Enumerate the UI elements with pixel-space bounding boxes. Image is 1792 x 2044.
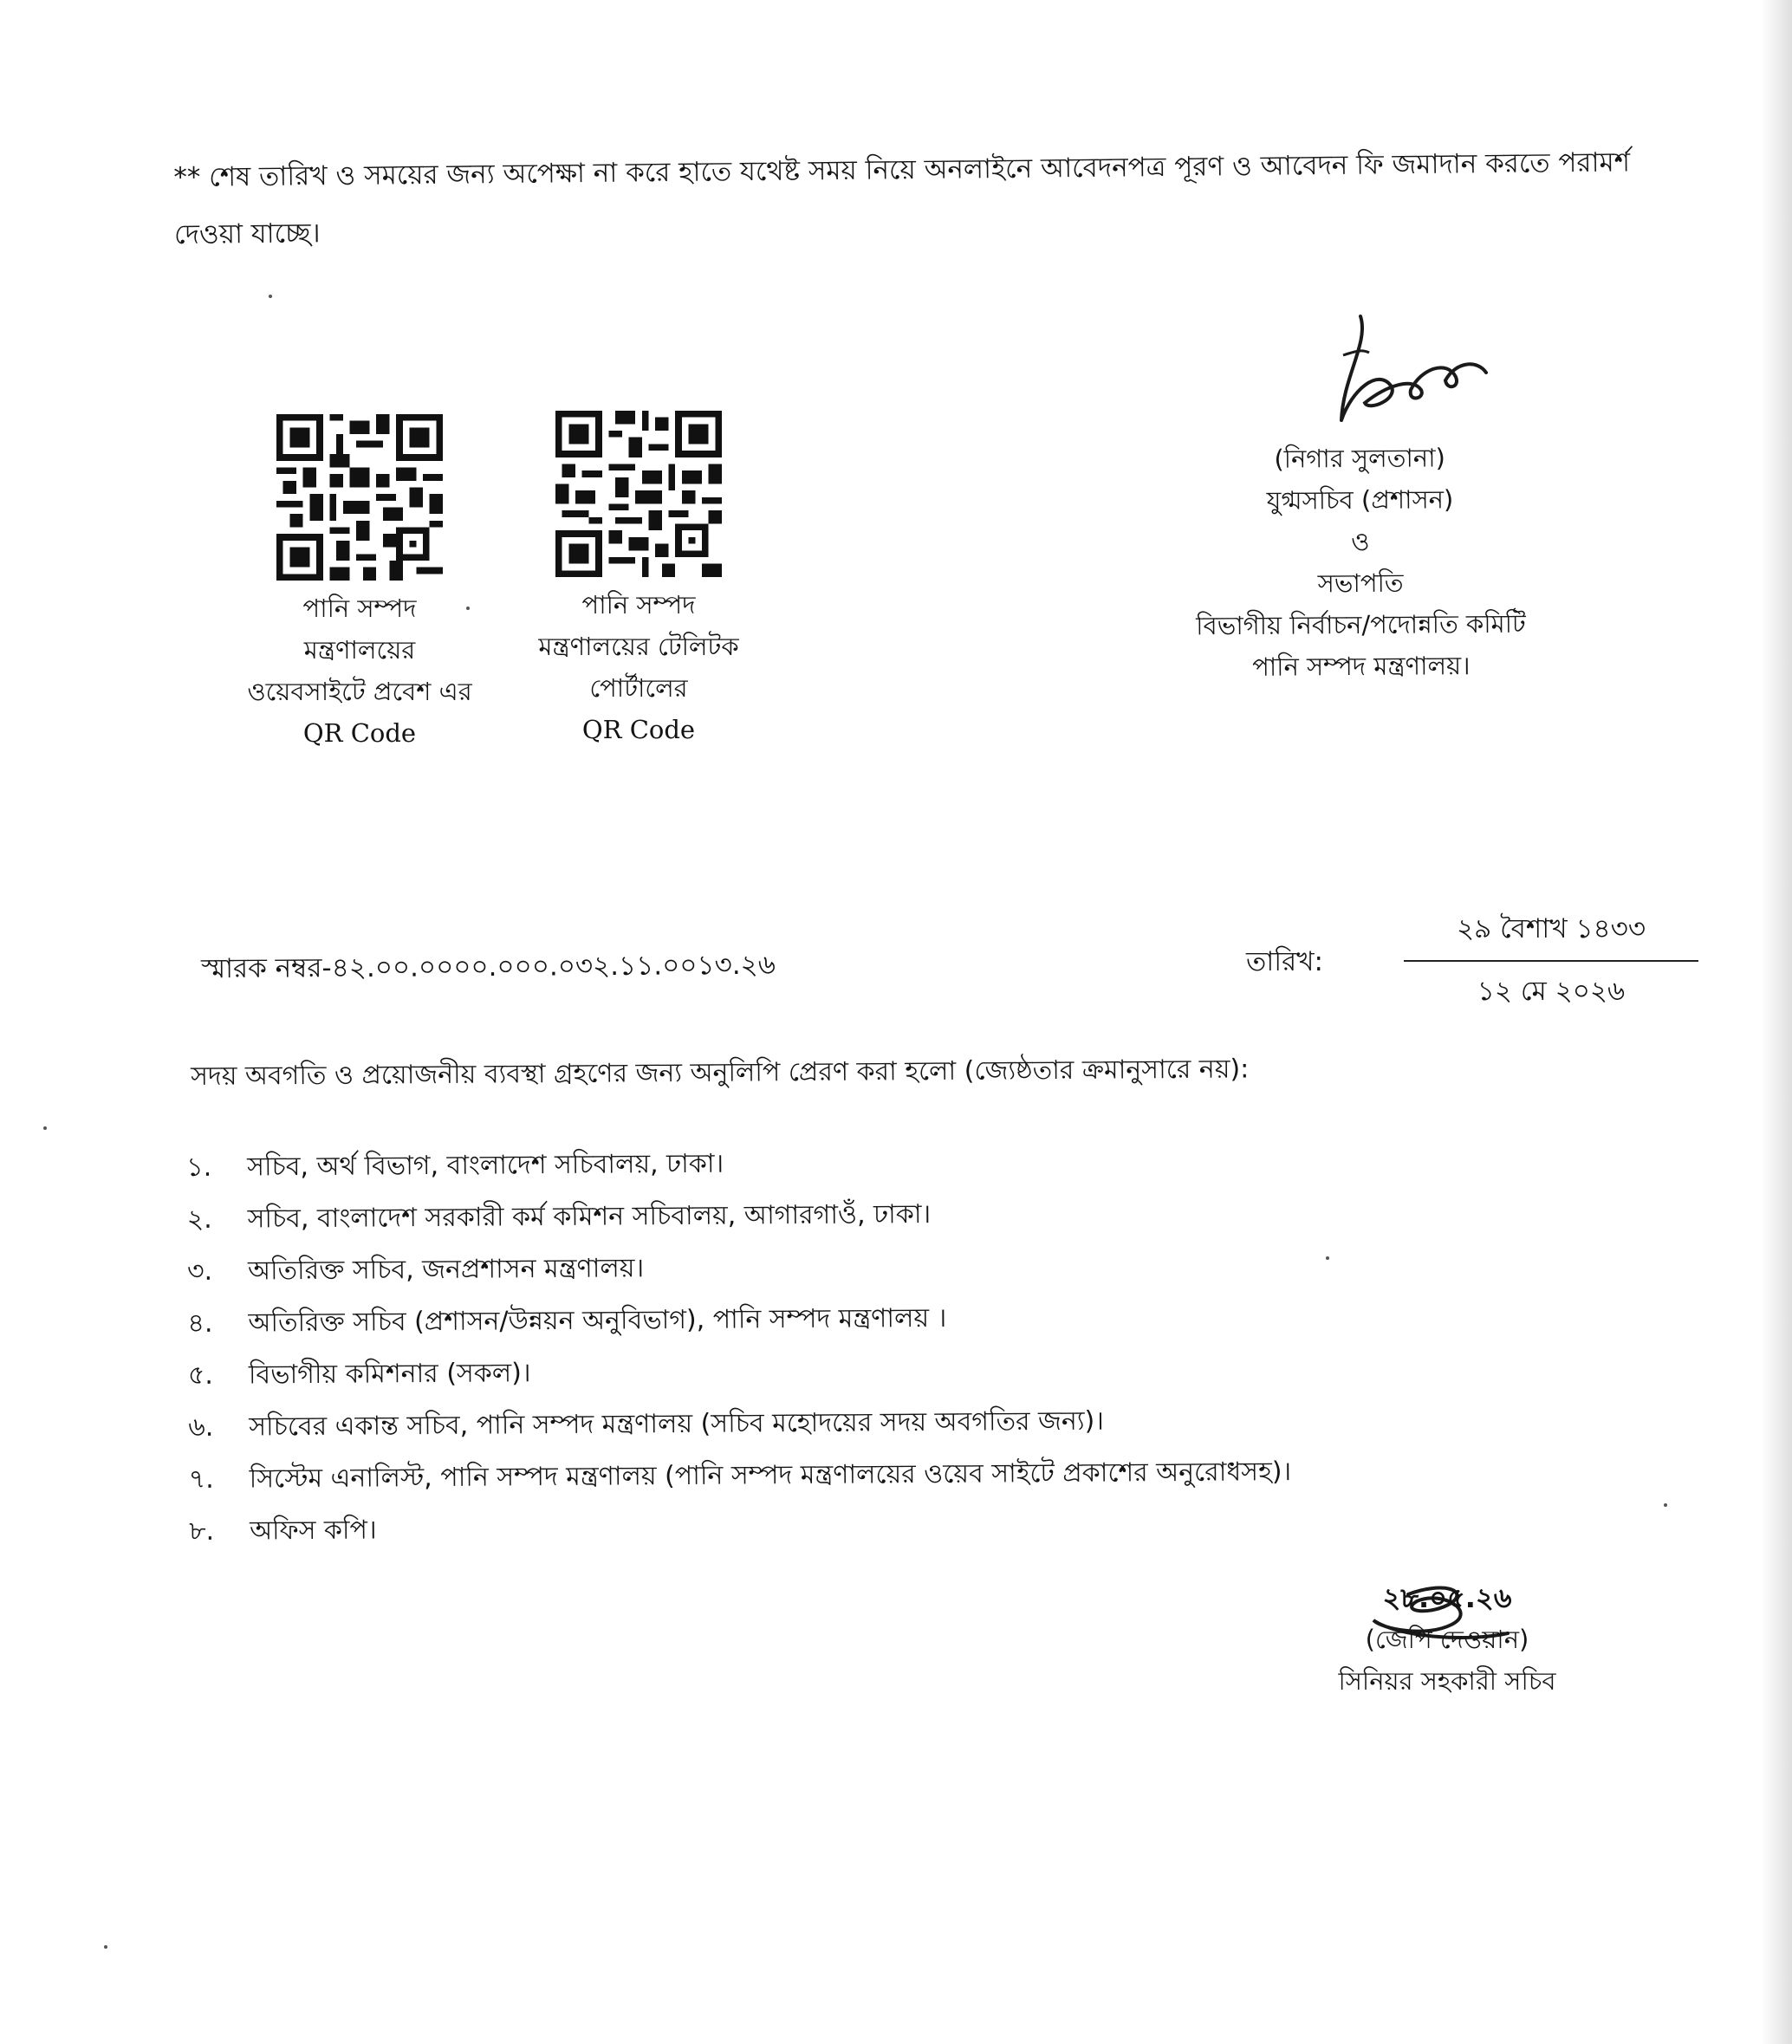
scan-speck: [43, 1126, 47, 1130]
list-number: ৮.: [189, 1515, 215, 1547]
qr-code-icon: [555, 411, 722, 577]
list-text: সিস্টেম এনালিস্ট, পানি সম্পদ মন্ত্রণালয় (পানি সম্পদ মন্ত্রণালয়ের ওয়েব সাইটে প্রকাশের অনুরোধসহ)।: [249, 1457, 1292, 1495]
date-english: ১২ মে ২০২৬: [1477, 976, 1626, 1007]
list-text: সচিব, বাংলাদেশ সরকারী কর্ম কমিশন সচিবালয়, আগারগাওঁ, ঢাকা।: [247, 1199, 932, 1235]
qr-block-teletalk: [504, 411, 773, 750]
signatory-name: (নিগার সুলতানা): [1274, 443, 1446, 474]
date-block: [1404, 908, 1698, 1016]
signatory-conjunction: ও: [1351, 526, 1370, 557]
signatory-block: [1143, 436, 1578, 688]
list-text: অতিরিক্ত সচিব (প্রশাসন/উন্নয়ন অনুবিভাগ), পানি সম্পদ মন্ত্রণালয় ।: [248, 1302, 947, 1339]
list-number: ৪.: [187, 1308, 213, 1339]
date-label: তারিখ:: [1246, 946, 1323, 977]
list-number: ৫.: [187, 1359, 214, 1391]
scan-speck: [269, 295, 272, 298]
list-number: ৩.: [186, 1256, 213, 1287]
signatory-role: সভাপতি: [1317, 568, 1404, 599]
qr-caption-line: পানি সম্পদ: [302, 594, 417, 623]
scan-speck: [1664, 1503, 1667, 1507]
list-item: [187, 1290, 1290, 1350]
signatory-committee: বিভাগীয় নির্বাচন/পদোন্নতি কমিটি: [1196, 608, 1526, 641]
qr-caption-line: মন্ত্রণালয়ের টেলিটক: [538, 632, 739, 661]
list-item: [189, 1498, 1292, 1558]
list-item: [187, 1238, 1290, 1298]
list-number: ৭.: [188, 1463, 214, 1495]
qr-code-icon: [276, 414, 443, 581]
scan-speck: [104, 1945, 107, 1949]
list-item: [189, 1446, 1292, 1506]
list-number: ১.: [186, 1152, 212, 1183]
memo-number: স্মারক নম্বর-৪২.০০.০০০০.০০০.০৩২.১১.০০১৩.২৬: [200, 949, 776, 985]
signatory-ministry: পানি সম্পদ মন্ত্রণালয়।: [1252, 651, 1471, 682]
qr-caption-teletalk: [504, 584, 773, 750]
list-item: [186, 1186, 1289, 1246]
second-signatory-block: [1300, 1577, 1594, 1702]
notice-paragraph: ** শেষ তারিখ ও সময়ের জন্য অপেক্ষা না করে হাতে যথেষ্ট সময় নিয়ে অনলাইনে আবেদনপত্র পূরণ ও আবেদন ফি জমাদান করতে পরামর্শ দেওয়া যাচ্ছে।: [173, 146, 1631, 250]
signature-mark: [1308, 308, 1499, 446]
second-signatory-designation: সিনিয়র সহকারী সচিব: [1338, 1666, 1556, 1696]
handwritten-date: ২৮.০৫.২৬: [1382, 1581, 1512, 1614]
qr-caption-line: ওয়েবসাইটে প্রবেশ এর: [247, 677, 472, 706]
list-text: সচিবের একান্ত সচিব, পানি সম্পদ মন্ত্রণালয় (সচিব মহোদয়ের সদয় অবগতির জন্য)।: [249, 1405, 1105, 1443]
qr-caption-line: পোর্টালের: [589, 673, 688, 703]
list-item: [186, 1134, 1289, 1194]
list-text: অফিস কপি।: [250, 1515, 377, 1547]
list-item: [188, 1342, 1291, 1402]
list-text: অতিরিক্ত সচিব, জনপ্রশাসন মন্ত্রণালয়।: [247, 1253, 645, 1287]
second-signatory-name: (জেপি দেওয়ান): [1365, 1625, 1529, 1654]
scan-speck: [466, 607, 470, 610]
cc-list: [186, 1134, 1292, 1558]
list-number: ৬.: [188, 1411, 214, 1443]
signatory-designation: যুগ্মসচিব (প্রশাসন): [1266, 484, 1454, 516]
scan-speck: [1326, 1256, 1329, 1260]
list-item: [188, 1394, 1291, 1454]
qr-caption-website: [217, 587, 503, 754]
list-text: সচিব, অর্থ বিভাগ, বাংলাদেশ সচিবালয়, ঢাকা।: [247, 1148, 724, 1183]
list-text: বিভাগীয় কমিশনার (সকল)।: [248, 1358, 531, 1391]
qr-caption-line: QR Code: [581, 715, 696, 744]
qr-block-website: [217, 414, 503, 754]
scan-edge-shadow: [1761, 0, 1792, 2044]
qr-caption-line: মন্ত্রণালয়ের: [303, 635, 416, 665]
list-number: ২.: [186, 1204, 212, 1235]
cc-intro: সদয় অবগতি ও প্রয়োজনীয় ব্যবস্থা গ্রহণের জন্য অনুলিপি প্রেরণ করা হলো (জ্যেষ্ঠতার ক্রমানুসারে নয়):: [191, 1054, 1250, 1092]
qr-caption-line: QR Code: [302, 718, 417, 748]
qr-caption-line: পানি সম্পদ: [581, 590, 696, 620]
date-bangla: ২৯ বৈশাখ ১৪৩৩: [1404, 908, 1698, 962]
